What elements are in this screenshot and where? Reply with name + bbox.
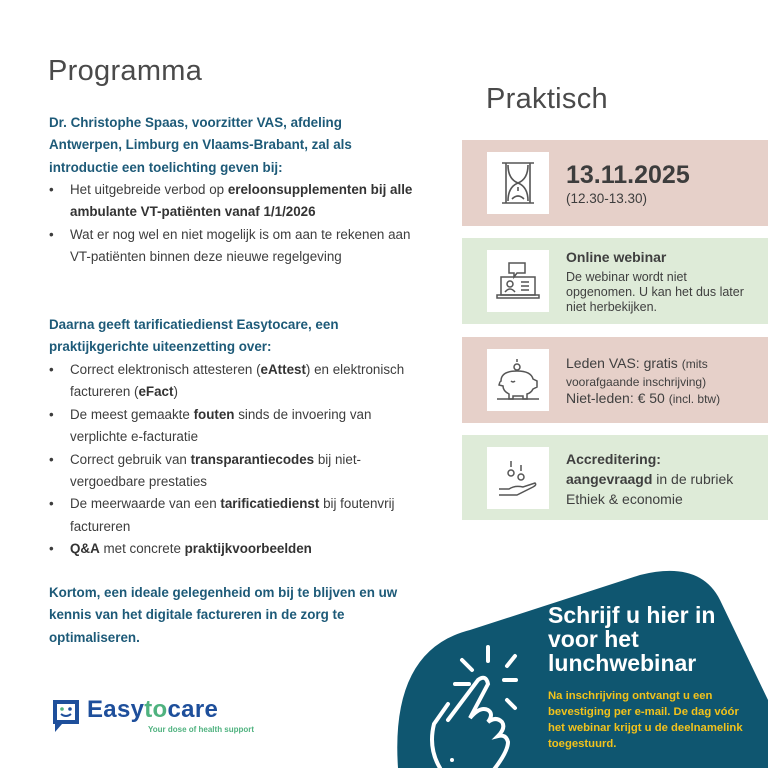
text: ) <box>173 384 178 400</box>
logo-tagline: Your dose of health support <box>148 725 255 734</box>
bold-text: Q&A <box>70 541 100 557</box>
cta-text: Na inschrijving ontvangt u een bevestiging per e-mail. De dag vóór het webinar krijgt u de deelnamelink toegestuurd. <box>548 690 743 750</box>
text: sinds de invoering van verplichte e-facturatie <box>70 406 372 445</box>
bold-text: eAttest <box>260 362 306 377</box>
text: Het uitgebreide verbod op <box>70 182 228 197</box>
text: Correct elektronisch attesteren ( <box>70 362 261 377</box>
webinar-text: De webinar wordt niet opgenomen. U kan het dus later niet herbekijken. <box>566 270 744 314</box>
intro-text: Dr. Christophe Spaas, voorzitter VAS, afdeling Antwerpen, Limburg en Vlaams-Brabant, zal als introductie een toelichting geven bij: <box>49 115 352 175</box>
closing-text: Kortom, een ideale gelegenheid om bij te blijven en uw kennis van het digitale factureren in de zorg te optimaliseren. <box>49 585 398 645</box>
text: met concrete <box>99 541 185 557</box>
bold-text: tarificatiedienst <box>220 496 320 512</box>
bold-text: transparantiecodes <box>190 451 315 467</box>
text: ) en elektronisch factureren ( <box>70 362 405 400</box>
text: De meest gemaakte <box>70 406 194 422</box>
price-non-members: Niet-leden: € 50 <box>566 390 665 406</box>
webinar-title: Online webinar <box>566 249 667 265</box>
cta-title[interactable]: Schrijf u hier in voor het lunchwebinar <box>548 602 716 676</box>
price-members: Leden VAS: gratis <box>566 355 678 371</box>
bold-text: ereloonsupplementen bij alle ambulante VT-patiënten vanaf 1/1/2026 <box>70 182 413 220</box>
text: bij foutenvrij factureren <box>70 496 395 534</box>
logo-text: to <box>144 696 168 723</box>
price-members-note: (mits voorafgaande inschrijving) <box>566 357 708 389</box>
text: De meerwaarde van een <box>70 496 221 512</box>
event-time: (12.30-13.30) <box>566 191 648 206</box>
accreditation-bold: Accreditering: aangevraagd <box>566 451 661 487</box>
bold-text: eFact <box>138 384 174 400</box>
price-non-note: (incl. btw) <box>668 392 721 406</box>
text: Correct gebruik van <box>70 451 191 467</box>
text: bij niet-vergoedbare prestaties <box>70 451 362 490</box>
praktisch-title: Praktisch <box>486 83 608 115</box>
text: Wat er nog wel en niet mogelijk is om aan te rekenen aan VT-patiënten binnen deze nieuwe regelgeving <box>70 226 411 265</box>
accreditation-text: in de rubriek Ethiek & economie <box>566 471 734 507</box>
event-date: 13.11.2025 <box>566 161 690 189</box>
bold-text: fouten <box>193 406 235 422</box>
programma-title: Programma <box>48 55 203 87</box>
logo-text: care <box>167 696 219 723</box>
intro2-text: Daarna geeft tarificatiedienst Easytocare, een praktijkgerichte uiteenzetting over: <box>49 317 339 355</box>
logo-text: Easy <box>87 696 145 723</box>
bold-text: praktijkvoorbeelden <box>184 541 312 557</box>
